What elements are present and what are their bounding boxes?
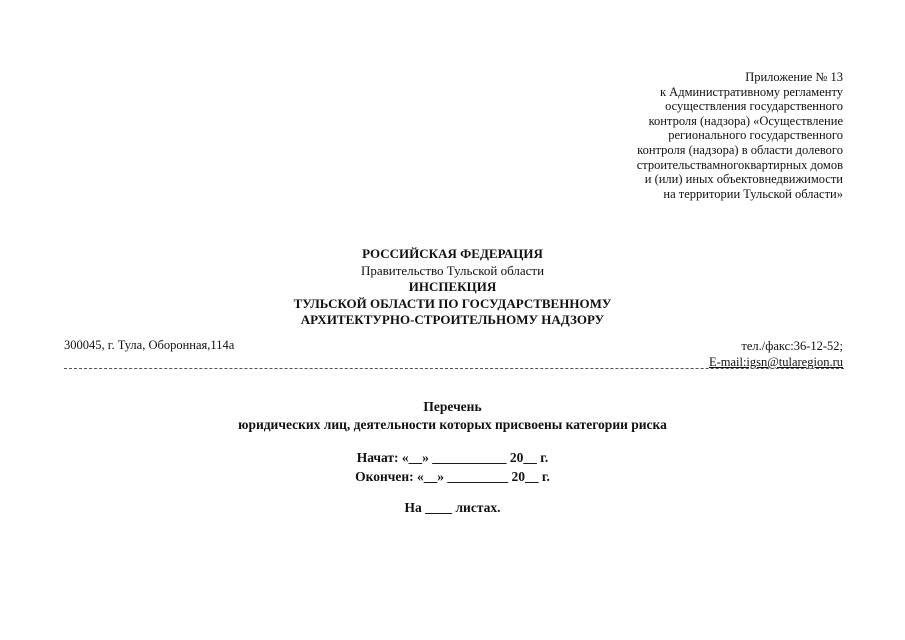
sheet-count: На ____ листах. [404,500,501,515]
document-subtitle: юридических лиц, деятельности которых присвоены категории риска [238,417,667,432]
appendix-line: и (или) иных объектовнедвижимости [644,172,843,187]
organization-line-2: АРХИТЕКТУРНО-СТРОИТЕЛЬНОМУ НАДЗОРУ [300,312,605,327]
start-date: Начат: «__» ___________ 20__ г. [356,450,549,465]
appendix-line: регионального государственного [668,128,843,143]
email-address: E-mail:igsn@tularegion.ru [708,355,843,369]
header-divider [64,368,844,369]
appendix-note [637,70,843,201]
end-date: Окончен: «__» _________ 20__ г. [355,469,550,484]
organization-line-1: ТУЛЬСКОЙ ОБЛАСТИ ПО ГОСУДАРСТВЕННОМУ [293,295,612,311]
postal-address: 300045, г. Тула, Оборонная,114а [64,338,235,352]
organization-header [0,246,905,329]
appendix-line: осуществления государственного [665,99,843,114]
appendix-line: Приложение № 13 [745,70,843,84]
appendix-line: контроля (надзора) «Осуществление [648,113,843,128]
document-title: Перечень [423,399,482,414]
date-block [0,448,905,486]
inspection-title: ИНСПЕКЦИЯ [408,279,497,294]
contact-info [709,338,843,370]
appendix-line: контроля (надзора) в области долевого [637,142,843,157]
government-name: Правительство Тульской области [360,262,545,278]
appendix-line: к Административному регламенту [659,84,843,99]
phone-fax: тел./факс:36-12-52; [741,339,843,353]
appendix-line: строительствамногоквартирных домов [636,157,843,172]
appendix-line: на территории Тульской области» [663,186,843,201]
document-title-block [0,398,905,434]
country-name: РОССИЙСКАЯ ФЕДЕРАЦИЯ [362,246,543,261]
